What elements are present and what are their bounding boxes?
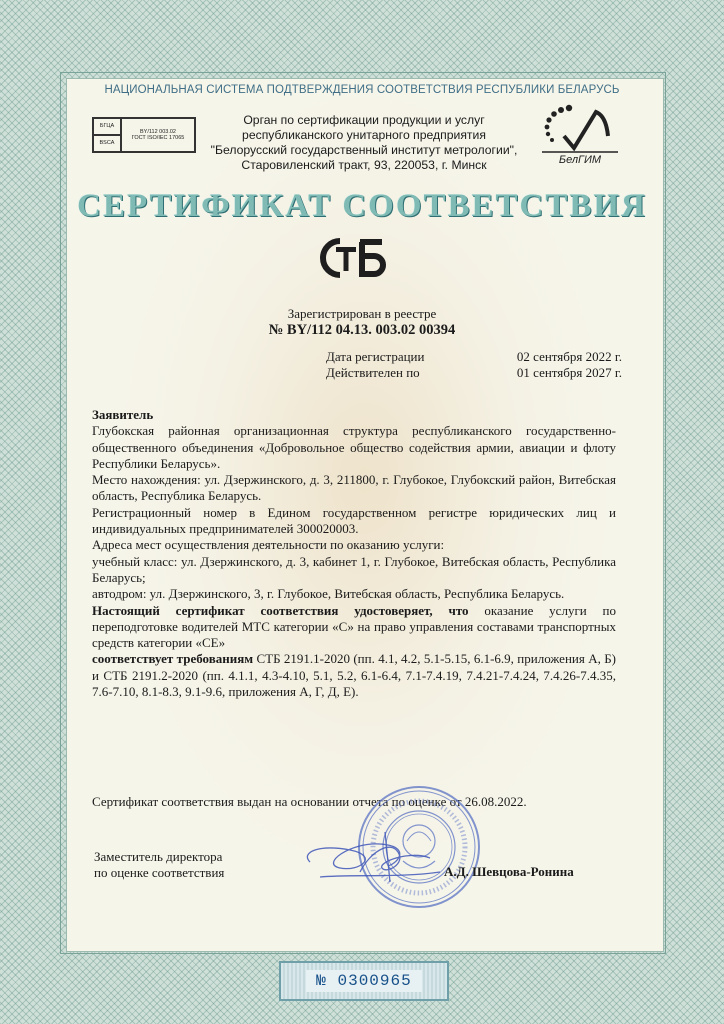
valid-value: 01 сентября 2027 г. [516, 365, 622, 380]
accreditation-number: BY/112 003.02 ГОСТ ISO/IEC 17065 [121, 118, 195, 152]
issued-basis: Сертификат соответствия выдан на основании отчета по оценке от 26.08.2022. [92, 794, 527, 809]
belgim-logo [534, 102, 624, 166]
registration-dates [326, 349, 622, 381]
requirements-paragraph [92, 651, 616, 700]
registry-number: № BY/112 04.13. 003.02 00394 [268, 322, 456, 338]
organ-line: "Белорусский государственный институт метрологии", [210, 143, 518, 157]
valid-label: Действителен по [326, 365, 420, 380]
signer-title-line: по оценке соответствия [94, 865, 225, 880]
serial-number-panel [279, 961, 449, 1001]
address-autodrome: автодром: ул. Дзержинского, 3, г. Глубокое, Витебская область, Республика Беларусь. [92, 586, 565, 602]
certificate-title: СЕРТИФИКАТ СООТВЕТСТВИЯ [77, 188, 647, 224]
signer-name: А.Д. Шевцова-Ронина [444, 864, 574, 879]
serial-number: № 0300965 [306, 970, 421, 992]
accreditation-code-2: BSCA [93, 135, 121, 152]
addresses-heading: Адреса мест осуществления деятельности по оказанию услуги: [92, 537, 445, 553]
signer-title-line: Заместитель директора [94, 849, 223, 864]
signer-title [94, 849, 224, 881]
organ-line: Орган по сертификации продукции и услуг [243, 113, 485, 127]
certifies-paragraph [92, 603, 616, 652]
certificate-body [92, 407, 616, 700]
certification-body [196, 113, 532, 173]
organ-line: республиканского унитарного предприятия [242, 128, 486, 142]
address-class: учебный класс: ул. Дзержинского, д. 3, кабинет 1, г. Глубокое, Витебская область, Республика Беларусь; [92, 553, 616, 585]
certifies-bold: Настоящий сертификат соответствия удостоверяет, что [92, 602, 469, 618]
signature [290, 822, 460, 892]
regnum-text: Регистрационный номер в Едином государственном регистре юридических лиц и индивидуальных предпринимателей 300020003. [92, 504, 616, 537]
requirements-bold: соответствует требованиям [92, 651, 254, 667]
system-title: НАЦИОНАЛЬНАЯ СИСТЕМА ПОДТВЕРЖДЕНИЯ СООТВЕТСТВИЯ РЕСПУБЛИКИ БЕЛАРУСЬ [104, 84, 620, 96]
applicant-heading: Заявитель [92, 407, 154, 422]
accreditation-mark [92, 117, 196, 153]
date-value: 02 сентября 2022 г. [516, 349, 622, 364]
accreditation-code-1: БГЦА [93, 118, 121, 135]
organ-line: Старовиленский тракт, 93, 220053, г. Минск [241, 158, 487, 172]
date-label: Дата регистрации [326, 349, 425, 364]
location-text: Место нахождения: ул. Дзержинского, д. 3, 211800, г. Глубокое, Глубокский район, Витебская область, Республика Беларусь. [92, 472, 616, 504]
registry-label: Зарегистрирован в реестре [287, 306, 437, 321]
certifies-text: оказание услуги по переподготовке водителей МТС категории «С» на право управления составами транспортных средств категории «СЕ» [92, 602, 617, 651]
applicant-text: Глубокская районная организационная структура республиканского государственно-общественного объединения «Добровольное общество содействия армии, авиации и флоту Республики Беларусь». [92, 423, 616, 471]
logo-text: БелГИМ [558, 154, 602, 166]
requirements-text: СТБ 2191.1-2020 (пп. 4.1, 4.2, 5.1-5.15, 6.1-6.9, приложения А, Б) и СТБ 2191.2-2020 (пп. 4.1.1, 4.3-4.10, 5.1, 5.2, 6.1-6.4, 7.1-7.4.19, 7.4.21-7.4.24, 7.4.26-7.4.35, 7.6-7.10, 8.1-8.3, 9.1-9.6, приложения А, Г, Д, Е). [92, 651, 616, 700]
stb-mark-icon [316, 236, 392, 280]
